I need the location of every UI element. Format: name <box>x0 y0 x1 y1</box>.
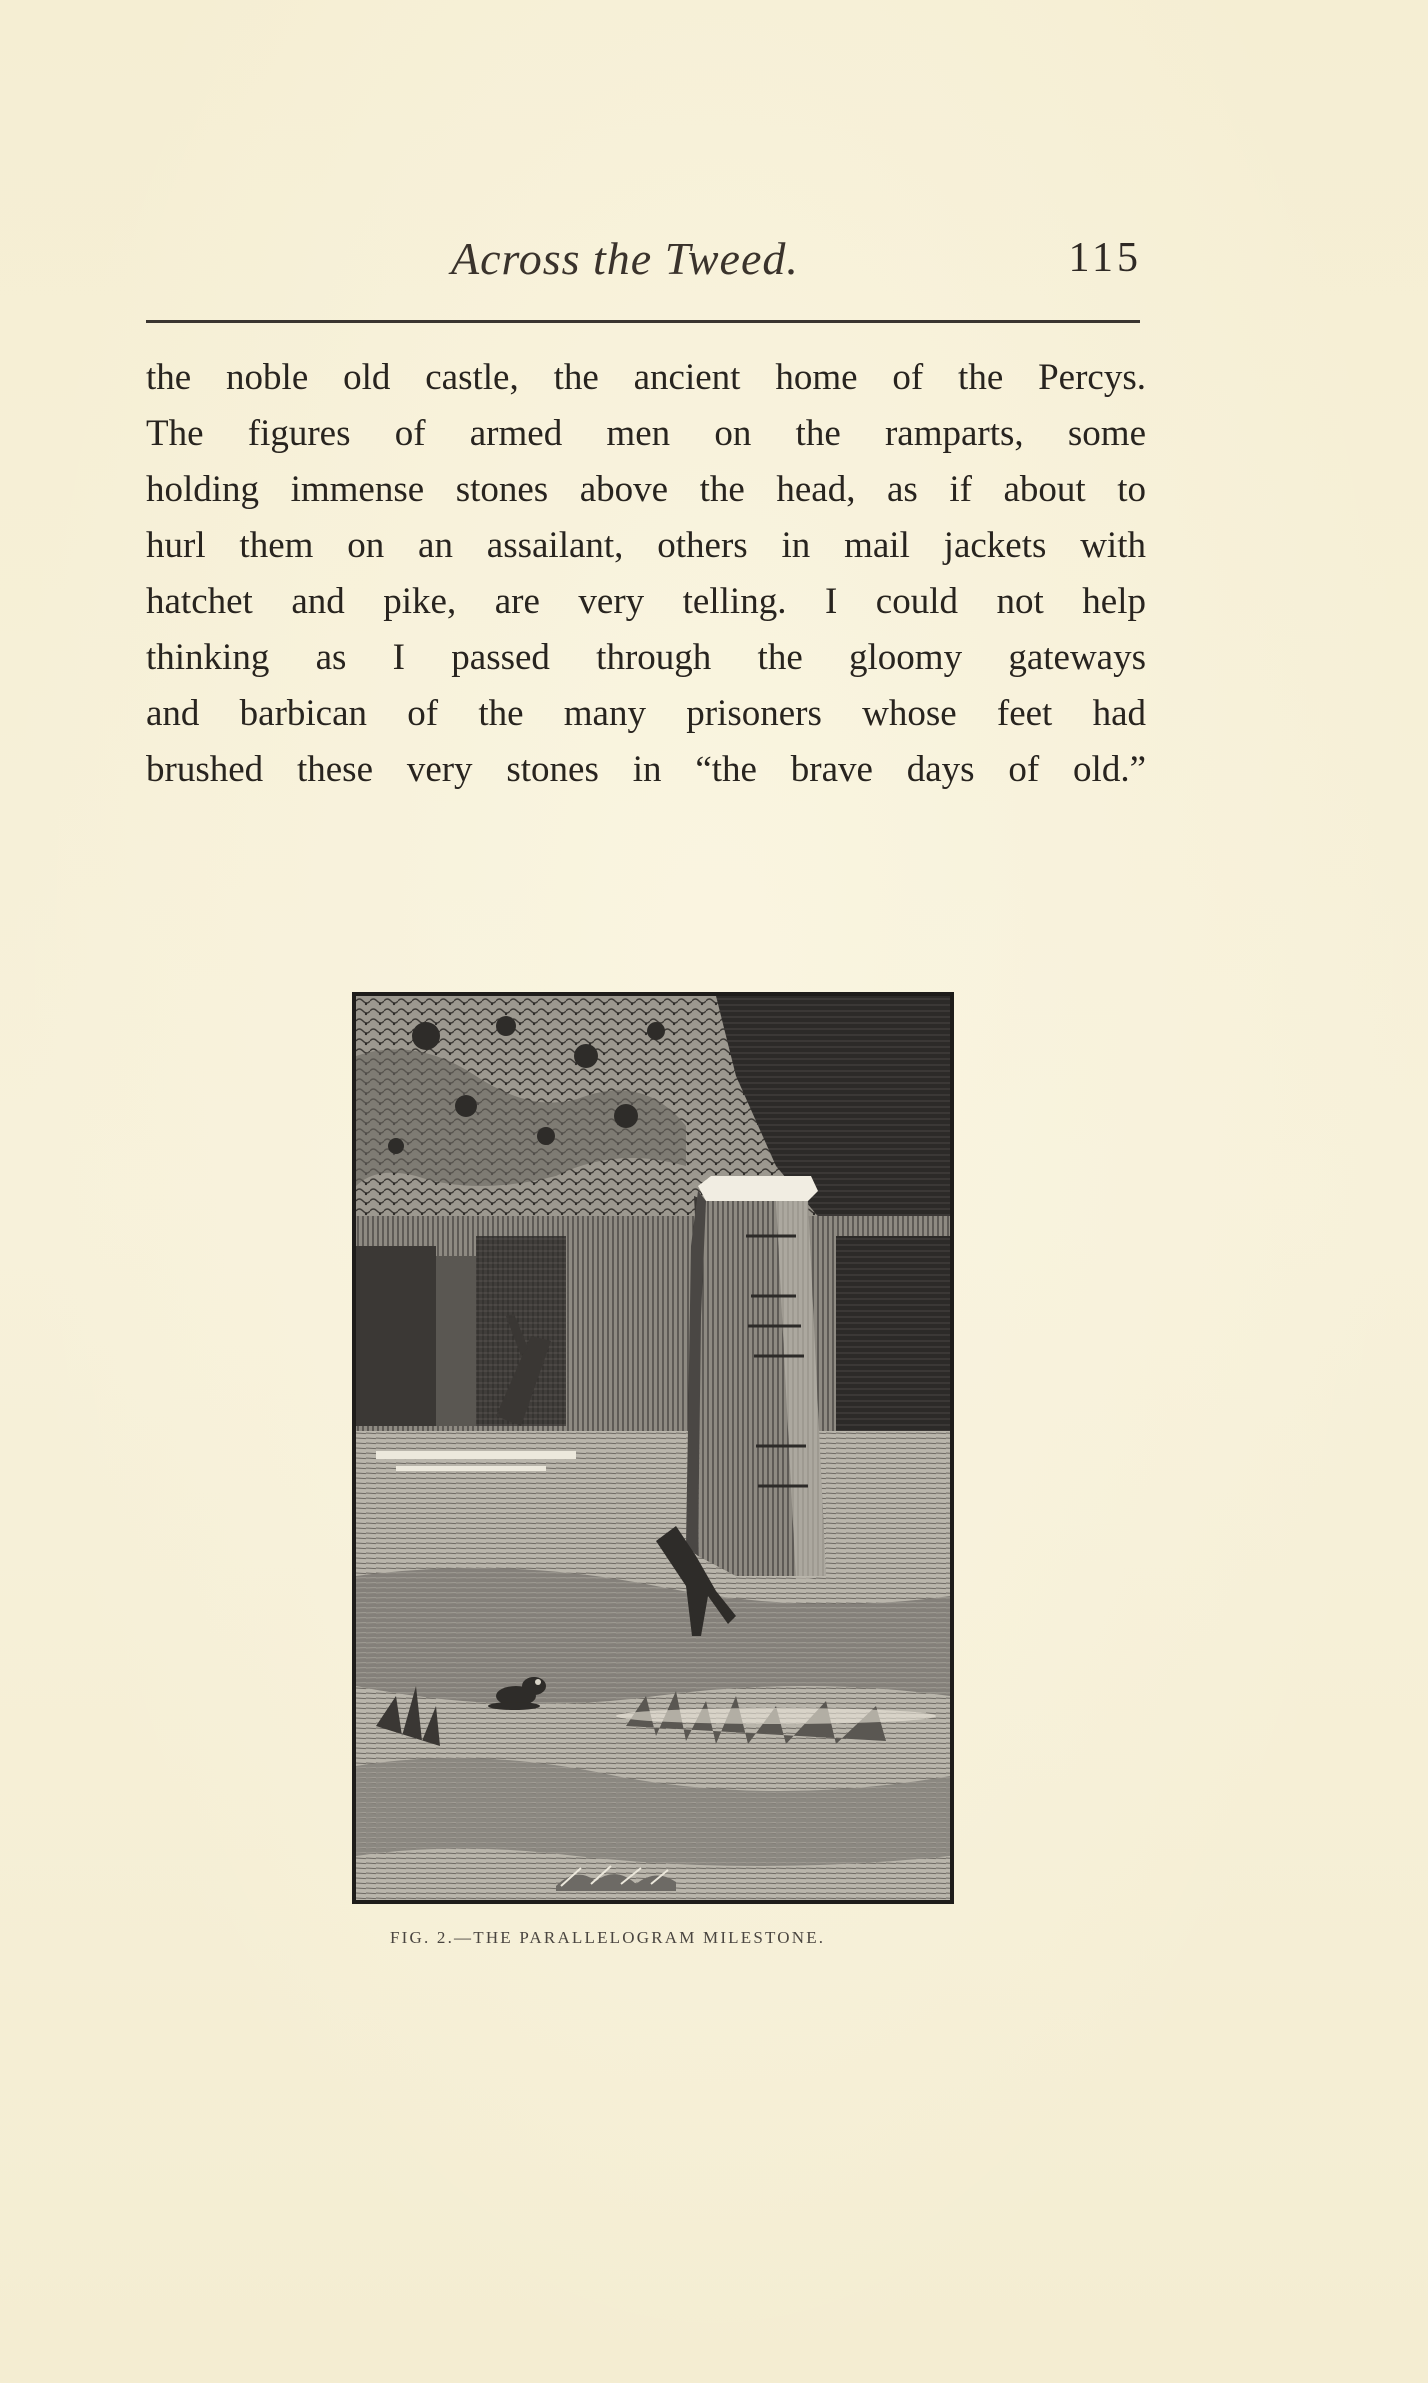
text-line: the noble old castle, the ancient home of the Percys. <box>146 357 1146 398</box>
figure-caption: FIG. 2.—THE PARALLELOGRAM MILESTONE. <box>390 1928 826 1947</box>
text-line: brushed these very stones in “the brave days of old.” <box>146 749 1146 790</box>
running-head <box>146 232 1142 302</box>
page-number: 115 <box>1068 235 1142 281</box>
text-line: holding immense stones above the head, as if about to <box>146 469 1146 510</box>
text-line: thinking as I passed through the gloomy gateways <box>146 637 1146 678</box>
text-line: hurl them on an assailant, others in mail jackets with <box>146 525 1146 566</box>
text-line: and barbican of the many prisoners whose feet had <box>146 693 1146 734</box>
body-paragraph <box>146 350 1146 798</box>
running-title: Across the Tweed. <box>451 233 799 284</box>
engraving-illustration <box>352 992 954 1904</box>
milestone-engraving <box>356 996 950 1900</box>
text-line: The figures of armed men on the ramparts, some <box>146 413 1146 454</box>
header-rule <box>146 320 1140 323</box>
text-line: hatchet and pike, are very telling. I could not help <box>146 581 1146 622</box>
